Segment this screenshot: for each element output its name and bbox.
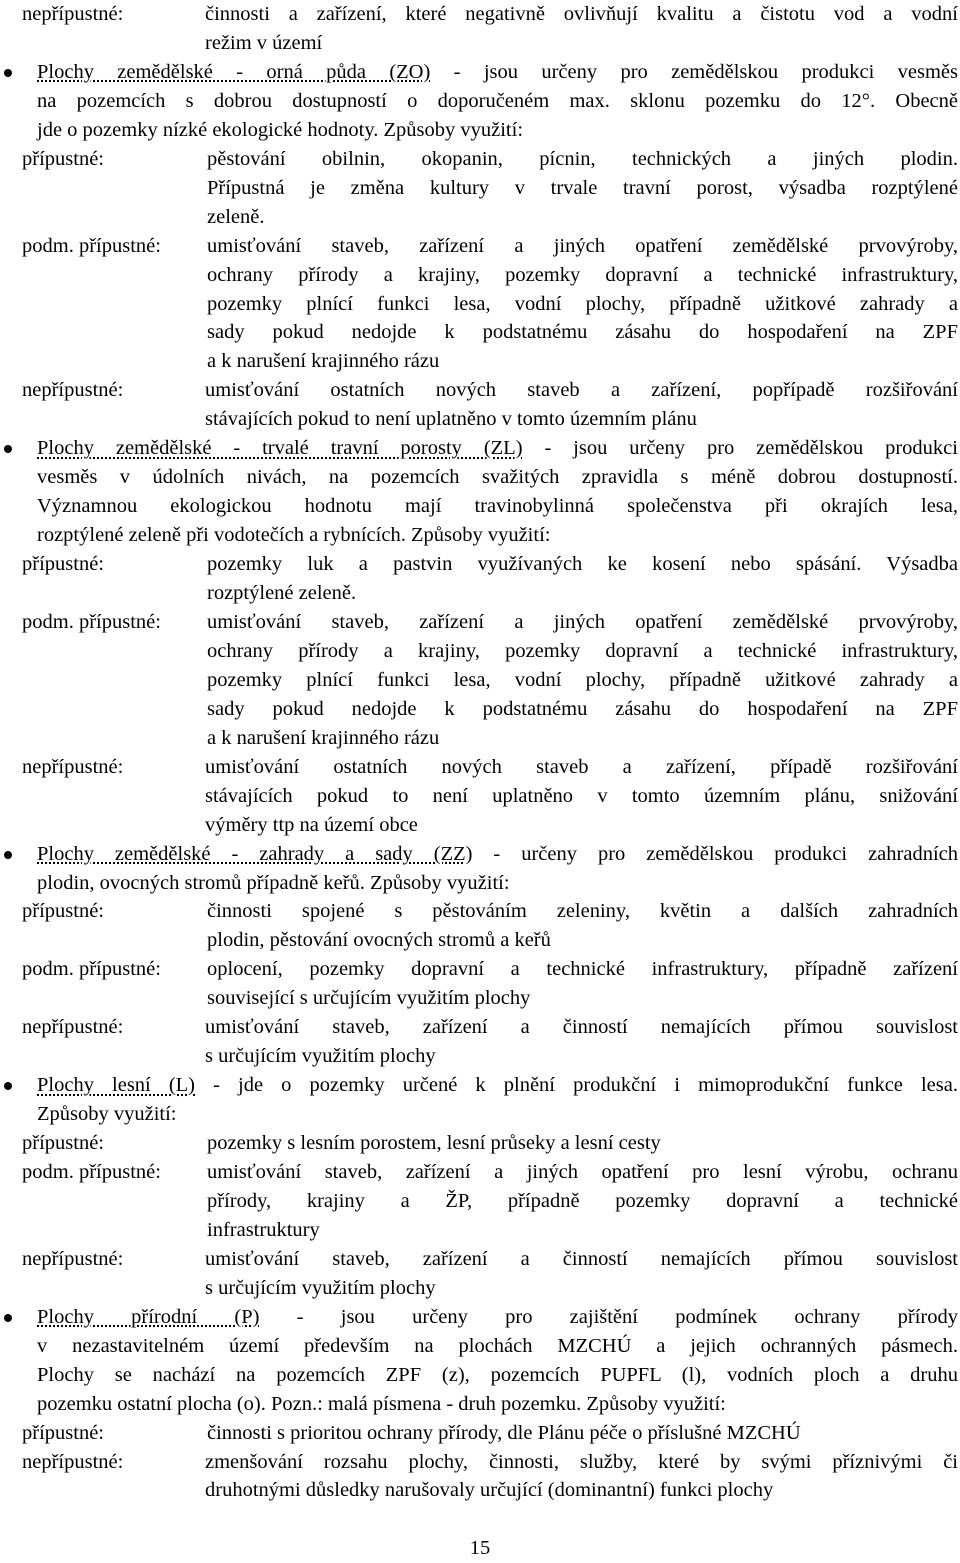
section-heading-line (37, 58, 958, 87)
usage-text-line: oplocení, pozemky dopravní a technické infrastruktury, případně zařízení (207, 958, 958, 981)
usage-text-line: činnosti spojené s pěstováním zeleniny, květin a dalších zahradních (207, 900, 958, 923)
usage-label: nepřípustné: (22, 755, 124, 778)
section-text: - jsou určeny pro zajištění podmínek ochrany přírody (259, 1305, 958, 1328)
usage-text-line: druhotnými důsledky narušovaly určující (dominantní) funkci plochy (205, 1479, 774, 1502)
section-title: Plochy lesní (L) (37, 1074, 196, 1097)
section-text: - jsou určeny pro zemědělskou produkci (522, 437, 958, 460)
usage-label: přípustné: (22, 1421, 104, 1444)
section-title: Plochy zemědělské - trvalé travní porosty (ZL) (37, 437, 523, 460)
usage-text-line: s určujícím využitím plochy (205, 1045, 436, 1068)
usage-text-line: s určujícím využitím plochy (205, 1276, 436, 1299)
usage-text-line: plodin, pěstování ovocných stromů a keřů (207, 929, 551, 952)
bullet-icon (4, 1314, 12, 1322)
section-heading-line (37, 434, 958, 463)
usage-text-line: související s určujícím využitím plochy (207, 987, 531, 1010)
section-title: Plochy přírodní (P) (37, 1305, 260, 1328)
page-number: 15 (469, 1537, 491, 1559)
bullet-icon (4, 69, 12, 77)
section-title: Plochy zemědělské - orná půda (ZO) (37, 60, 431, 83)
usage-text-line: pozemky plnící funkci lesa, vodní plochy, případně užitkové zahrady a (207, 668, 958, 691)
section-title: Plochy zemědělské - zahrady a sady (ZZ) (37, 842, 473, 865)
usage-label: nepřípustné: (22, 1450, 124, 1473)
usage-text-line: ochrany přírody a krajiny, pozemky dopravní a technické infrastruktury, (207, 639, 958, 662)
usage-label: přípustné: (22, 1132, 104, 1155)
usage-text-line: výměry ttp na území obce (205, 813, 418, 836)
usage-text-line: režim v území (205, 31, 323, 54)
section-text: - určeny pro zemědělskou produkci zahradních (472, 842, 958, 865)
usage-text-line: umisťování staveb, zařízení a jiných opatření zemědělské prvovýroby, (207, 234, 958, 257)
usage-text-line: pozemky luk a pastvin využívaných ke kosení nebo spásání. Výsadba (207, 553, 958, 576)
usage-text-line: umisťování staveb, zařízení a činností nemajících přímou souvislost (205, 1247, 958, 1270)
section-heading-line (37, 1071, 958, 1100)
usage-label: nepřípustné: (22, 3, 124, 25)
usage-text-line: přírody, krajiny a ŽP, případně pozemky dopravní a technické (207, 1189, 958, 1212)
usage-label: podm. přípustné: (22, 234, 161, 257)
section-text: - jde o pozemky určené k plnění produkční i mimoprodukční funkce lesa. (195, 1074, 958, 1097)
usage-label: přípustné: (22, 147, 104, 170)
usage-text-line: sady pokud nedojde k podstatnému zásahu do hospodaření na ZPF (207, 321, 958, 344)
usage-text-line: umisťování staveb, zařízení a jiných opatření pro lesní výrobu, ochranu (207, 1161, 958, 1183)
usage-text-line: zmenšování rozsahu plochy, činnosti, služby, které by svými příznivými či (205, 1450, 958, 1473)
section-text-line: Plochy se nachází na pozemcích ZPF (z), pozemcích PUPFL (l), vodních ploch a druhu (37, 1363, 958, 1386)
usage-text-line: umisťování staveb, zařízení a činností nemajících přímou souvislost (205, 1016, 958, 1039)
usage-text-line: pozemky s lesním porostem, lesní průseky a lesní cesty (207, 1132, 661, 1155)
section-text-line: v nezastavitelném území především na plochách MZCHÚ a jejich ochranných pásmech. (37, 1334, 958, 1357)
usage-text-line: sady pokud nedojde k podstatnému zásahu do hospodaření na ZPF (207, 697, 958, 720)
usage-text-line: zeleně. (207, 205, 265, 228)
bullet-icon (4, 1082, 12, 1090)
usage-label: nepřípustné: (22, 379, 124, 402)
section-heading-line (37, 840, 958, 869)
section-text-line: jde o pozemky nízké ekologické hodnoty. Způsoby využití: (37, 118, 524, 141)
section-text-line: rozptýlené zeleně při vodotečích a rybnících. Způsoby využití: (37, 524, 551, 547)
usage-label: podm. přípustné: (22, 610, 161, 633)
section-text-line: plodin, ovocných stromů případně keřů. Způsoby využití: (37, 871, 510, 894)
bullet-icon (4, 445, 12, 453)
section-text: - jsou určeny pro zemědělskou produkci vesměs (430, 60, 959, 83)
usage-text-line: Přípustná je změna kultury v trvale travní porost, výsadba rozptýlené (207, 176, 958, 199)
usage-label: podm. přípustné: (22, 958, 161, 981)
usage-text-line: rozptýlené zeleně. (207, 582, 357, 604)
usage-text-line: a k narušení krajinného rázu (207, 350, 440, 373)
section-text-line: Způsoby využití: (37, 1103, 177, 1126)
usage-text-line: infrastruktury (207, 1218, 320, 1241)
section-text-line: pozemku ostatní plocha (o). Pozn.: malá písmena - druh pozemku. Způsoby využití: (37, 1392, 726, 1415)
usage-label: přípustné: (22, 553, 104, 576)
usage-text-line: ochrany přírody a krajiny, pozemky dopravní a technické infrastruktury, (207, 263, 958, 286)
usage-text-line: stávajících pokud to není uplatněno v tomto územním plánu, snižování (205, 784, 958, 807)
usage-text-line: umisťování ostatních nových staveb a zařízení, popřípadě rozšiřování (205, 379, 958, 402)
usage-text-line: pozemky plnící funkci lesa, vodní plochy, případně užitkové zahrady a (207, 292, 958, 315)
usage-text-line: činnosti s prioritou ochrany přírody, dle Plánu péče o příslušné MZCHÚ (207, 1421, 801, 1444)
usage-text-line: a k narušení krajinného rázu (207, 726, 440, 749)
usage-text-line: stávajících pokud to není uplatněno v tomto územním plánu (205, 408, 697, 431)
bullet-icon (4, 851, 12, 859)
section-text-line: Významnou ekologickou hodnotu mají travinobylinná společenstva při okrajích lesa, (37, 495, 958, 518)
section-heading-line (37, 1303, 958, 1332)
usage-label: podm. přípustné: (22, 1161, 161, 1183)
usage-text-line: pěstování obilnin, okopanin, pícnin, technických a jiných plodin. (207, 147, 958, 170)
section-text-line: vesměs v údolních nivách, na pozemcích svažitých zpravidla s méně dobrou dostupností. (37, 466, 958, 489)
usage-label: přípustné: (22, 900, 104, 923)
usage-text-line: umisťování ostatních nových staveb a zařízení, případě rozšiřování (205, 755, 958, 778)
usage-label: nepřípustné: (22, 1016, 124, 1039)
section-text-line: na pozemcích s dobrou dostupností o doporučeném max. sklonu pozemku do 12°. Obecně (37, 89, 958, 112)
usage-text-line: umisťování staveb, zařízení a jiných opatření zemědělské prvovýroby, (207, 610, 958, 633)
usage-text-line: činnosti a zařízení, které negativně ovlivňují kvalitu a čistotu vod a vodní (205, 3, 958, 25)
usage-label: nepřípustné: (22, 1247, 124, 1270)
